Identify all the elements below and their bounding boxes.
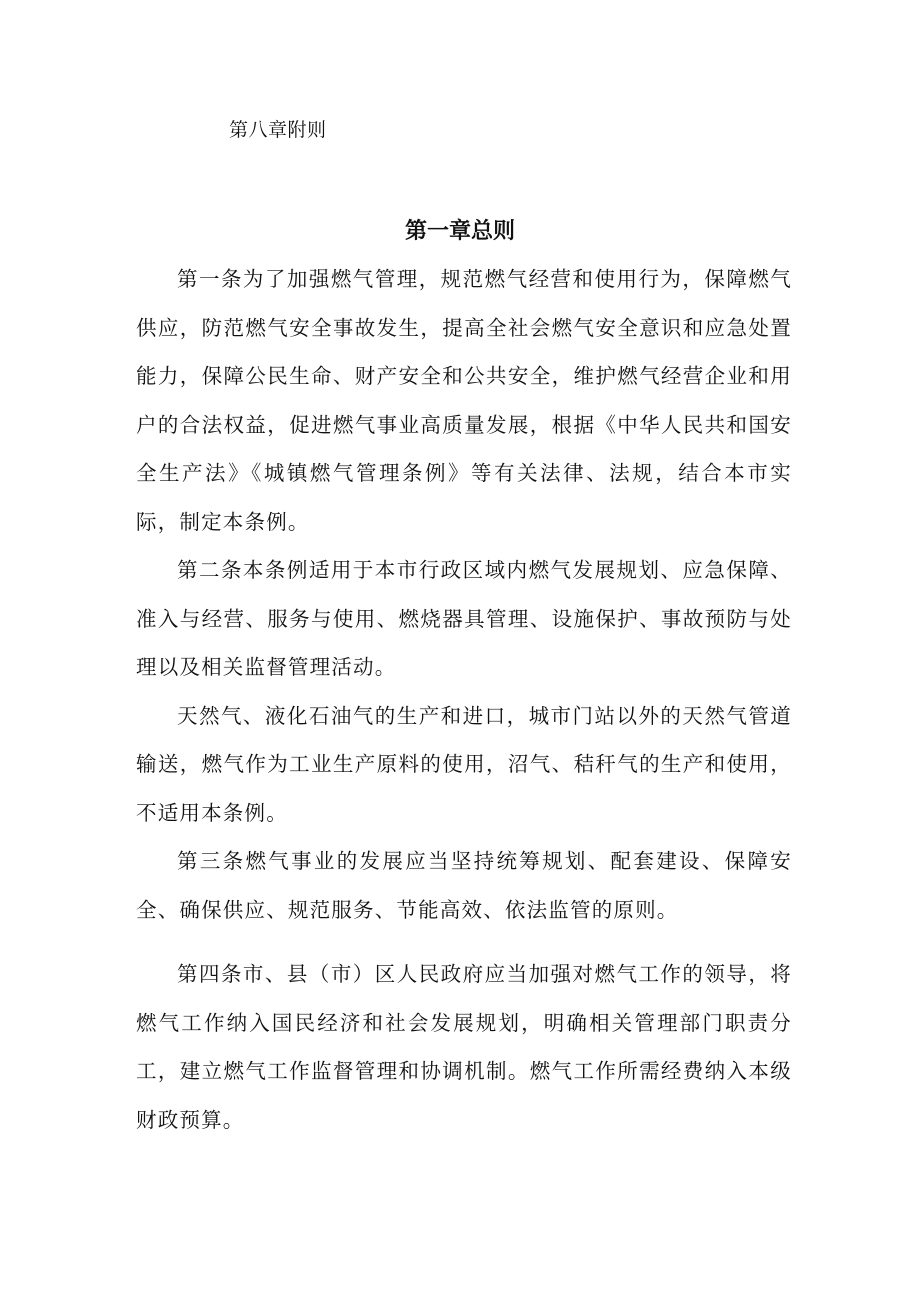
article-2-continuation-paragraph: 天然气、液化石油气的生产和进口，城市门站以外的天然气管道输送，燃气作为工业生产原料的使用，沼气、秸秆气的生产和使用，不适用本条例。 (136, 703, 792, 825)
article-1-paragraph: 第一条为了加强燃气管理，规范燃气经营和使用行为，保障燃气供应，防范燃气安全事故发生，提高全社会燃气安全意识和应急处置能力，保障公民生命、财产安全和公共安全，维护燃气经营企业和用户的合法权益，促进燃气事业高质量发展，根据《中华人民共和国安全生产法》《城镇燃气管理条例》等有关法律、法规，结合本市实际，制定本条例。 (136, 267, 792, 534)
article-2-paragraph: 第二条本条例适用于本市行政区域内燃气发展规划、应急保障、准入与经营、服务与使用、燃烧器具管理、设施保护、事故预防与处理以及相关监督管理活动。 (136, 558, 792, 679)
article-block-2 (136, 950, 792, 1144)
article-4-paragraph: 第四条市、县（市）区人民政府应当加强对燃气工作的领导，将燃气工作纳入国民经济和社会发展规划，明确相关管理部门职责分工，建立燃气工作监督管理和协调机制。燃气工作所需经费纳入本级财政预算。 (136, 962, 792, 1132)
toc-entry: 第八章附则 (229, 119, 327, 141)
article-block-1 (136, 255, 792, 934)
article-3-paragraph: 第三条燃气事业的发展应当坚持统筹规划、配套建设、保障安全、确保供应、规范服务、节能高效、依法监管的原则。 (136, 849, 792, 922)
chapter-title: 第一章总则 (404, 219, 515, 244)
